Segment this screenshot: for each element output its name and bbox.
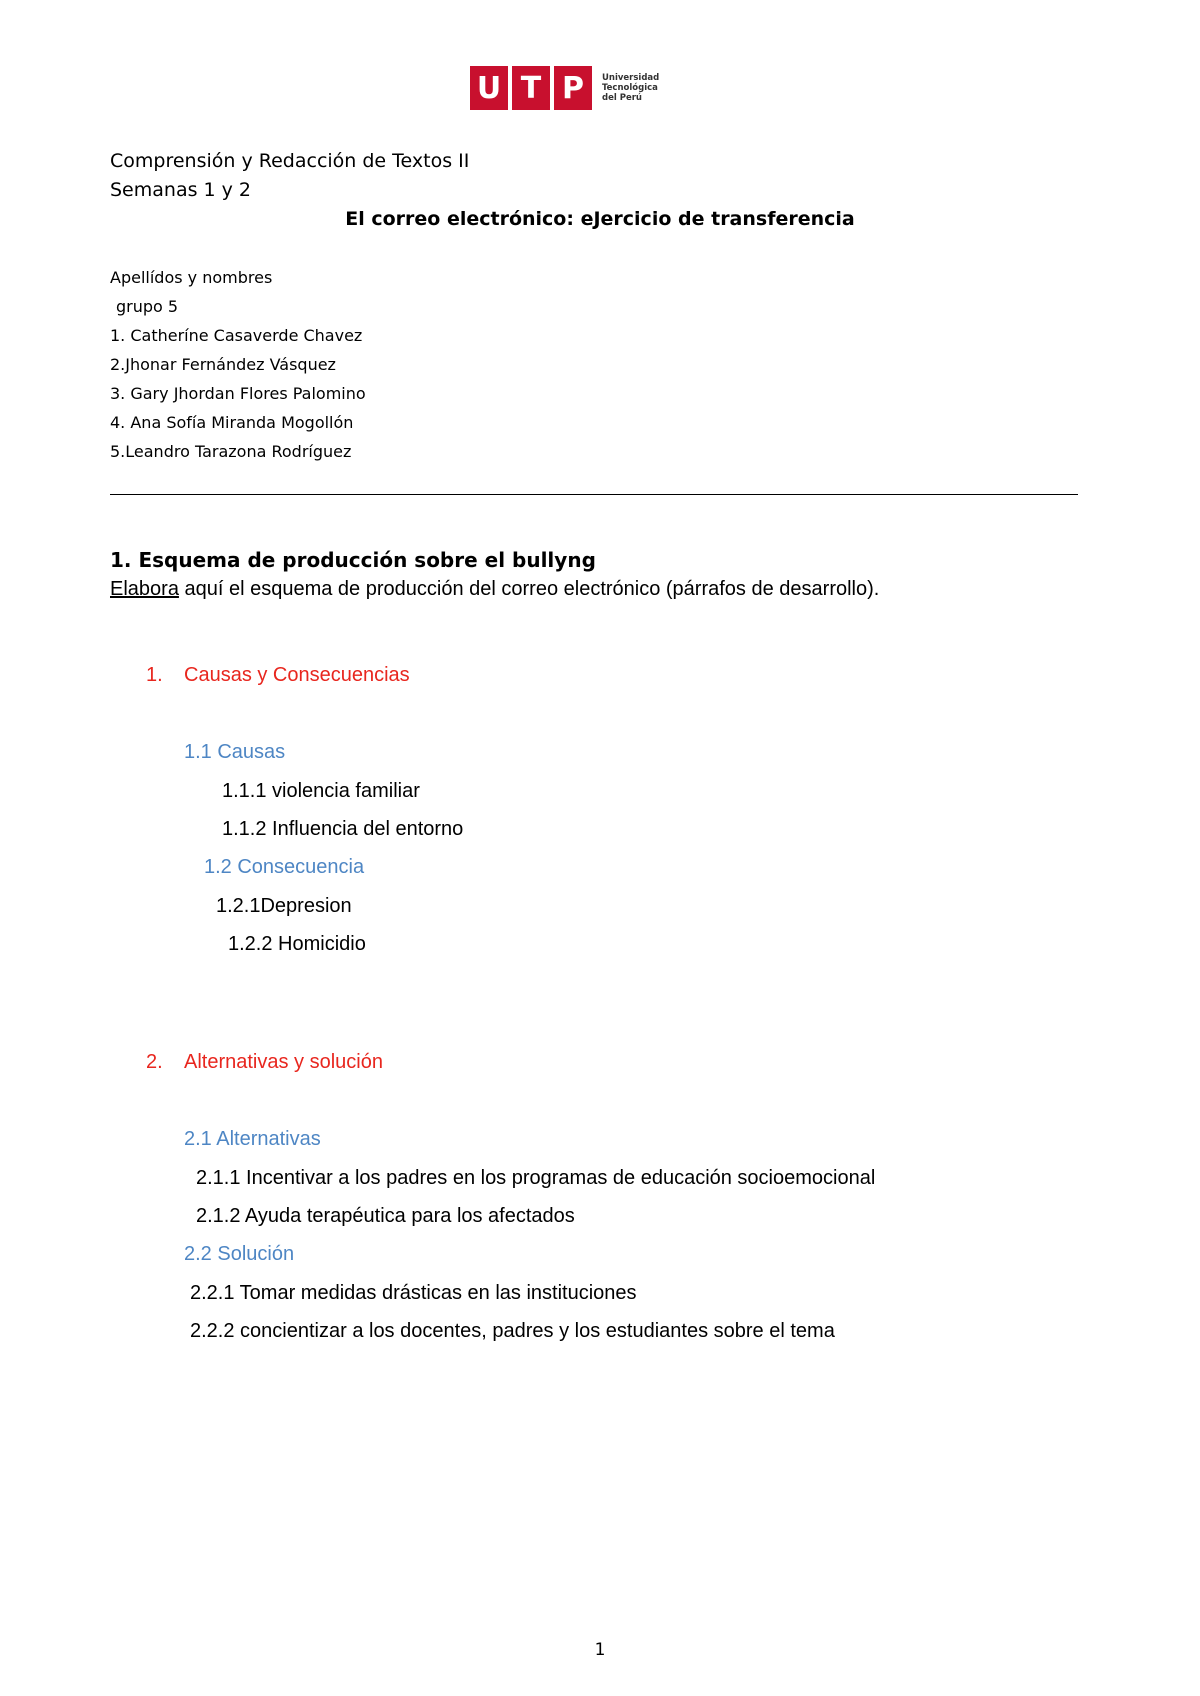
logo-letter-u: U [470, 66, 508, 110]
member-item: 3. Gary Jhordan Flores Palomino [110, 384, 366, 403]
page-title: El correo electrónico: eJercicio de transferencia [345, 208, 855, 230]
outline-point-2-2: 2.2 Solución [184, 1243, 295, 1265]
logo-letters [470, 66, 596, 110]
section-instructions [110, 578, 879, 601]
outline-point-1-1: 1.1 Causas [184, 741, 286, 763]
outline-point-2-1-2: 2.1.2 Ayuda terapéutica para los afectados [196, 1205, 575, 1227]
outline-point-2-2-2: 2.2.2 concientizar a los docentes, padres y los estudiantes sobre el tema [190, 1320, 835, 1342]
instructions-underlined: Elabora [110, 578, 179, 600]
section-title: 1. Esquema de producción sobre el bullyng [110, 548, 596, 572]
member-item: 4. Ana Sofía Miranda Mogollón [110, 413, 354, 432]
outline-point-2-1-1: 2.1.1 Incentivar a los padres en los programas de educación socioemocional [196, 1167, 876, 1189]
outline-point-1-1-2: 1.1.2 Influencia del entorno [222, 818, 464, 840]
outline-point-1-number: 1. [146, 664, 163, 686]
logo-line-2: Tecnológica [602, 83, 658, 93]
outline-point-2-1: 2.1 Alternativas [184, 1128, 321, 1150]
utp-logo [470, 66, 659, 110]
member-item: 1. Catheríne Casaverde Chavez [110, 326, 363, 345]
member-item: 2.Jhonar Fernández Vásquez [110, 355, 336, 374]
outline-point-1-2-1: 1.2.1Depresion [216, 895, 352, 917]
members-label: Apellídos y nombres [110, 268, 273, 287]
logo-line-1: Universidad [602, 73, 660, 83]
separator-line [110, 494, 1078, 495]
logo-line-3: del Perú [602, 93, 642, 103]
instructions-rest: aquí el esquema de producción del correo electrónico (párrafos de desarrollo). [178, 578, 880, 600]
outline-point-1: Causas y Consecuencias [184, 664, 410, 686]
member-item: 5.Leandro Tarazona Rodríguez [110, 442, 352, 461]
outline-point-2: Alternativas y solución [184, 1051, 383, 1073]
page-number: 1 [594, 1640, 606, 1660]
outline-point-2-number: 2. [146, 1051, 163, 1073]
group-label: grupo 5 [116, 297, 179, 316]
outline-point-1-2-2: 1.2.2 Homicidio [228, 933, 366, 955]
weeks-label: Semanas 1 y 2 [110, 179, 252, 201]
outline-point-2-2-1: 2.2.1 Tomar medidas drásticas en las instituciones [190, 1282, 637, 1304]
logo-university-name [602, 73, 659, 103]
outline-point-1-1-1: 1.1.1 violencia familiar [222, 780, 420, 802]
course-name: Comprensión y Redacción de Textos II [110, 150, 470, 172]
logo-letter-p: P [554, 66, 592, 110]
outline-point-1-2: 1.2 Consecuencia [204, 856, 365, 878]
logo-letter-t: T [512, 66, 550, 110]
